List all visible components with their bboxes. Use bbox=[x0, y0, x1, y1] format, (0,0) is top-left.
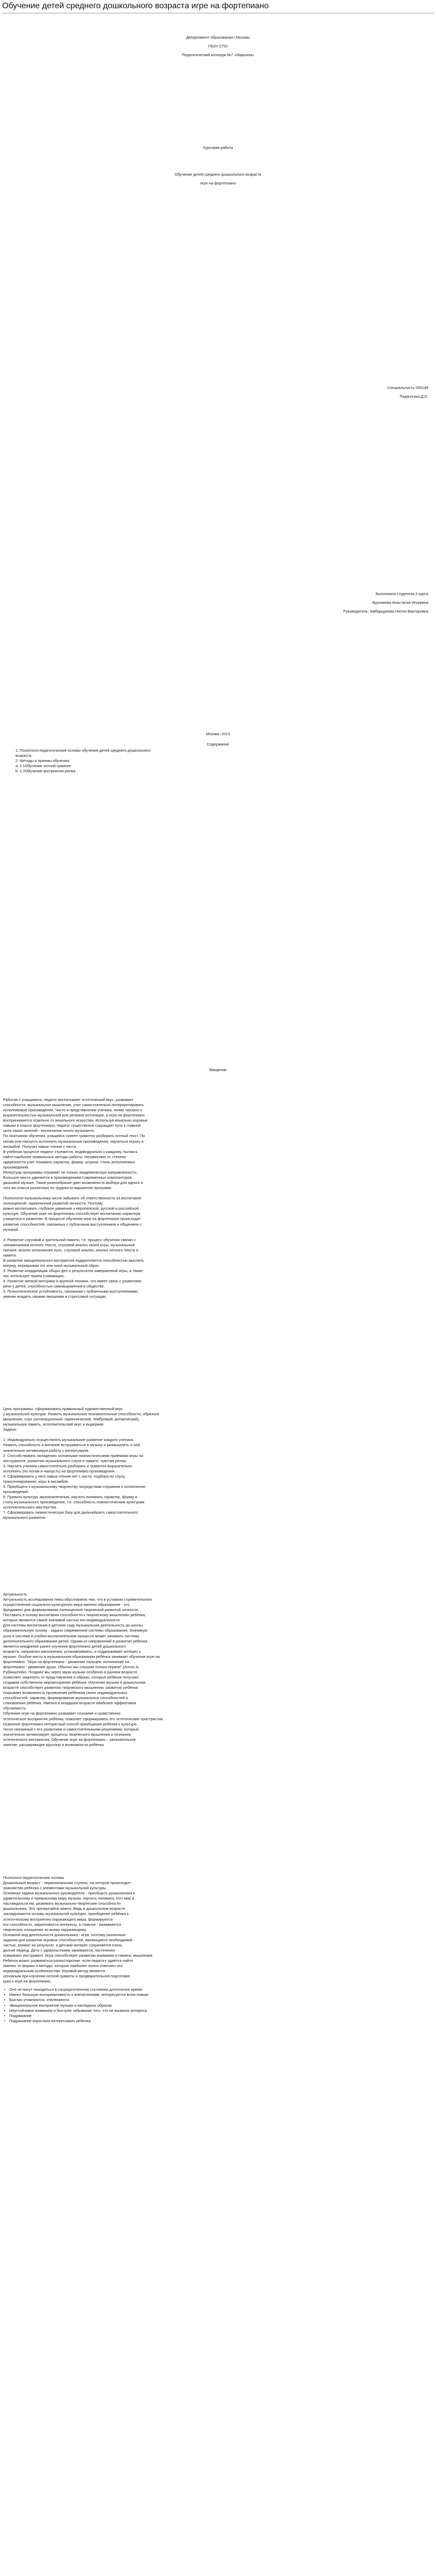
psych-line: задания для развития игровых способностей, являющиеся необходимой bbox=[3, 1937, 132, 1942]
intro-line: найти наиболее правильные методы работы. Независимо от степени bbox=[3, 1154, 126, 1159]
psych-bullet-item: • Имеют большую восприимчивость к впечатлениям, интересуются всем новым bbox=[9, 1992, 433, 1997]
intro-line: По окончании обучения, учащийся сумеет грамотно разбирать нотный текст. По bbox=[3, 1133, 145, 1139]
intro-line: учащегося и развитию. В процессе обучения игре на фортепиано происходит bbox=[3, 1216, 141, 1222]
actuality-line: Актуальность исследования темы обусловлена тем, что в условиях стремительного bbox=[3, 1597, 152, 1602]
intro-line: 3. Развитие координации общих дел и результатов завершенной игры, а также bbox=[3, 1268, 143, 1274]
goals-line: 4. Сформировать у него навык чтения нот с листа, подбора по слуху, bbox=[3, 1473, 126, 1479]
student-name: Бурлакова Анастасия Игоревна bbox=[372, 600, 428, 605]
intro-text bbox=[3, 1097, 433, 1299]
actuality-line: осуществления социально-культурного мира именно образование - это bbox=[3, 1602, 130, 1607]
actuality-line: обучаемость. bbox=[3, 1706, 27, 1711]
actuality-text bbox=[3, 1592, 433, 1748]
cover-college: Педагогический колледж №7 «Марьина» bbox=[182, 53, 254, 58]
psych-line: частью, влияют на результат, а детский интерес сохраняется очень bbox=[3, 1942, 123, 1947]
psych-bullet-item: • Оне не могут находиться в сосредоточенном состоянии длительное время bbox=[9, 1987, 433, 1992]
goals-line: значительно активизируя работу с репертуаром. bbox=[3, 1448, 90, 1453]
intro-line: Психологоп музыкальному числе забывать об ответственности за воспитание bbox=[3, 1196, 142, 1201]
goals-text bbox=[3, 1406, 433, 1520]
intro-line: навыки в классе фортепиано, педагог существенно сокращает путь к главной bbox=[3, 1123, 141, 1128]
actuality-line: является внедрение ранее изучения фортепиано детей дошкольного bbox=[3, 1643, 126, 1649]
goals-line: исполнять (по нотам и наизусть) на фортепиано произведения. bbox=[3, 1468, 116, 1473]
psych-bullet-item: • Неустойчивое внимание и быстрое забывание того, что не вызвало интереса bbox=[9, 2008, 433, 2013]
toc-item: a. 2.1Обучение нотной грамоте bbox=[15, 764, 71, 769]
actuality-line: Для системы воспитания в детском саду музыкальная деятельность до школы bbox=[3, 1623, 143, 1628]
intro-line: полноценной, гармоничной развитой личности. Поэтому bbox=[3, 1201, 103, 1206]
pedagogy-label: Педагогика Д.О. bbox=[399, 394, 428, 399]
goals-line bbox=[3, 1432, 433, 1437]
intro-line: Работая с учащимися, педагог воспитывает эстетический вкус, развивает bbox=[3, 1097, 134, 1102]
actuality-line: Актуальность bbox=[3, 1592, 27, 1597]
psych-section bbox=[3, 1875, 433, 2024]
intro-line: исполняемые произведения. Чисто в представлении ученика, пение связано с bbox=[3, 1108, 143, 1113]
toc-item: 1. Психолого-педагогические основы обучения детей среднего дошкольного bbox=[15, 748, 151, 753]
topic-line-1: Обучение детей среднего дошкольного возраста bbox=[175, 172, 261, 177]
cover-school: ГБОУ СПО bbox=[208, 44, 228, 49]
psych-bullet-item: • Подражание взрослым интересовать ребенка bbox=[9, 2019, 433, 2024]
goals-line: Задачи: bbox=[3, 1427, 17, 1432]
actuality-line: позволяет закрепить те представления и образы, которые ребёнок получает, bbox=[3, 1675, 139, 1680]
goals-line: 5. Приобщить к музыкальному творчеству посредствам слушания и исполнения bbox=[3, 1484, 146, 1489]
cover-work-type bbox=[3, 145, 433, 150]
actuality-line: образовательную основу - задачи современной системы образования. Значимую bbox=[3, 1628, 148, 1633]
psych-line: дошкольника. Это чрезвычайно важно. Ведь в дошкольном возрасте bbox=[3, 1906, 126, 1911]
goals-line: мышление, слух (интонационный, гармонический, тембровый, ритмический), bbox=[3, 1417, 140, 1422]
psych-line: долгий период. Дети с удовольствием занимаются, постепенно bbox=[3, 1947, 115, 1953]
psych-line: творческое отношение ко всему окружающему. bbox=[3, 1927, 87, 1932]
actuality-line: Обучения игре на фортепиано развивает сознание и нравственно- bbox=[3, 1711, 121, 1716]
actuality-line: тесно связанный с его развитием и самостоятельными решениями, который bbox=[3, 1726, 139, 1732]
actuality-line: Освоение фортепиано интересный способ приобщения ребёнка к культуре, bbox=[3, 1721, 138, 1726]
intro-line: ног, использует прием плавающих. bbox=[3, 1274, 65, 1279]
intro-line: В развитие эмоционального восприятия подкрепляется способностью мыслить bbox=[3, 1258, 144, 1263]
toc-item: возраста. bbox=[15, 753, 32, 758]
psych-line: Основной вид деятельности дошкольника - игра, поэтому различные bbox=[3, 1932, 126, 1937]
goals-line: Цель программы: сформировать правильный художественный вкус bbox=[3, 1406, 123, 1411]
intro-line: того же класса различных по трудности вариантов программ. bbox=[3, 1185, 112, 1191]
cover-topic bbox=[3, 172, 433, 186]
goals-line: музыкальную память, исполнительский вкус и выдержки. bbox=[3, 1422, 104, 1427]
actuality-line: становление ребёнка. Именно в младшем возрасте наиболее эффективна bbox=[3, 1701, 136, 1706]
city-year: Москва -2013 bbox=[206, 732, 230, 736]
supervisor-label: Руководитель: Амбарцумова Нелли Викторовна bbox=[343, 609, 428, 614]
toc-heading: Содержание bbox=[206, 742, 230, 747]
intro-line: музыкой. bbox=[3, 1227, 20, 1232]
psych-line: Основная задача музыкального руководителя - приобщить дошкольника к bbox=[3, 1891, 135, 1896]
psych-line: наслаждаться им, развивать музыкально-творческие способности bbox=[3, 1901, 121, 1906]
intro-line: 3. Развитие слуховой и зрительной памяти, т.е. процесс обучения связан с bbox=[3, 1237, 136, 1242]
actuality-line: занятие, расширяющее кругозор и возможности ребёнка. bbox=[3, 1742, 105, 1747]
intro-heading: Введение bbox=[209, 1067, 227, 1072]
psych-bullet-item: • Быстро утомляются, отвлекаются bbox=[9, 1997, 433, 2003]
goals-line: 6. Привить культуру звукоизвлечения, научить понимать характер, форму и bbox=[3, 1495, 137, 1500]
psych-line: Ребенок может развиваться разносторонне, если педагогу удаётся найти bbox=[3, 1958, 133, 1963]
intro-line: тренинг, анализ исполнения пьес, слуховой анализ, анализ нотного текста и bbox=[3, 1247, 138, 1252]
actuality-line: музыке. Особое место в музыкальном образовании ребёнка занимает обучение игре на bbox=[3, 1654, 160, 1659]
actuality-line: возраста, направлен наполнения, устанавливаясь, и поддерживает интерес к bbox=[3, 1649, 141, 1654]
intro-line: вперед, перекрывая тот или иной музыкальный образ. bbox=[3, 1263, 100, 1268]
actuality-line: Поставить в основу воспитания способности к творческому мышлению ребёнка, bbox=[3, 1613, 146, 1618]
toc-item: b. 2.2Обучение восприятия ритма bbox=[15, 769, 76, 774]
psych-line: эстетическому восприятию окружающего мира, формируются bbox=[3, 1917, 113, 1922]
goals-line: транспонирования, игры в ансамбле. bbox=[3, 1479, 69, 1484]
student-label: Выполнила студентка 2 курса bbox=[375, 591, 428, 596]
actuality-line: возрасте способствует развитию творческого мышления, развитию ребёнка bbox=[3, 1685, 138, 1690]
goals-line: Развить способность и желание вслушиваться в музыку и размышлять о ней, bbox=[3, 1443, 141, 1448]
psych-line: основным при изучении нотной грамоты и предварительной подготовке bbox=[3, 1974, 130, 1979]
intro-line: ансамбле. Получит навык чтения с листа. bbox=[3, 1144, 77, 1149]
goals-line: произведений. bbox=[3, 1489, 29, 1494]
psych-line: его способности, закрепляются интересы, а главное - развивается bbox=[3, 1922, 121, 1927]
goals-line: исполнительского мастерства. bbox=[3, 1505, 57, 1510]
intro-line: одаренности учит понимать характер, форму, штрихи, стиль исполняемых bbox=[3, 1159, 135, 1164]
actuality-line: фортепиано. "Игра на фортепиано - движение пальцев; исполнение на bbox=[3, 1659, 129, 1664]
actuality-line: эстетического восприятия. Обучение игре на фортепиано – увлекательное bbox=[3, 1737, 136, 1742]
goals-line: инструменте, развитию музыкального слуха и памяти, чувства ритма. bbox=[3, 1458, 127, 1463]
intro-heading-wrap bbox=[3, 1067, 433, 1073]
goals-line: у музыкальной культуре. Развить музыкальные познавательные способности, образное bbox=[3, 1412, 160, 1417]
intro-line: речи у детей, способностью самовыражения в обществе. bbox=[3, 1284, 105, 1289]
goals-line: 3. Научить ученика самостоятельно разбирать и грамотно выразительно bbox=[3, 1463, 132, 1468]
psych-bullet-item: • Эмоциональное восприятие музыки и наглядных образов bbox=[9, 2003, 433, 2008]
actuality-line: способностей, характер, формирование музыкальных способностей и bbox=[3, 1696, 128, 1701]
cover-specialty bbox=[3, 385, 428, 399]
intro-line bbox=[3, 1191, 433, 1196]
intro-line: 5. Психологическое устойчивость, связанная с публичными выступлениями, bbox=[3, 1289, 139, 1294]
actuality-line: фортепиано - движение души. Обычно мы слышим только первое" (Антон А. bbox=[3, 1664, 139, 1669]
psych-line: осваивают инструмент. Игра способствует развитию внимания и памяти, мышления. bbox=[3, 1953, 153, 1958]
psych-bullet-list bbox=[3, 1987, 433, 2023]
intro-line: воспринимается отдельно от вокального искусства. Используя вокально-хоровые bbox=[3, 1118, 148, 1123]
intro-line: В учебном процессе педагог стремится, индивидуально к каждому, пытаясь bbox=[3, 1149, 138, 1154]
work-type-label: Курсовая работа bbox=[203, 145, 233, 150]
cover-dept: Департамент образования г.Москвы bbox=[186, 35, 250, 40]
psych-line: именно те формы и методы, которые наиболее полно отвечают его bbox=[3, 1963, 123, 1969]
actuality-line: роль в системе в учебно-воспитательном процессе может занимать система bbox=[3, 1633, 139, 1638]
intro-line bbox=[3, 1232, 433, 1238]
intro-line: Репертуар программы отражает не только академическую направленность. bbox=[3, 1170, 138, 1175]
actuality-line: значительно активизирует процессы творческого мышления и познания, bbox=[3, 1732, 132, 1737]
actuality-line: создавая собственное мировоззрение ребёнка. Изучение музыки в дошкольном bbox=[3, 1680, 146, 1685]
psych-line: знакомство ребенка с элементами музыкальной культуры. bbox=[3, 1886, 107, 1891]
goals-line: 1. Индивидуально осуществлять музыкальное развитие каждого ученика. bbox=[3, 1437, 134, 1443]
intro-line: джазовой музыке. Такое разнообразие дает возможность выбора для одного и bbox=[3, 1180, 143, 1185]
psych-line: руки к игре на фортепиано. bbox=[3, 1979, 51, 1984]
intro-line: развитие способностей, связанных с публичным выступлением и общением с bbox=[3, 1222, 142, 1227]
toc-item: 2. Методы и приемы обучения. bbox=[15, 758, 71, 764]
actuality-line: Рубинштейн). Позднее мы через звуки музыки особенно в раннем возрасте bbox=[3, 1669, 137, 1674]
cover-student bbox=[3, 591, 428, 614]
psych-line: Дошкольный возраст - первоначальная ступень, на которой происходит bbox=[3, 1880, 131, 1886]
cover-city-year bbox=[3, 732, 433, 737]
psych-text bbox=[3, 1880, 433, 1984]
psych-heading: Психолого-педагогические основы bbox=[3, 1875, 64, 1880]
psych-line: удивительному и прекрасному миру музыки, научить понимать этот мир и bbox=[3, 1896, 134, 1901]
goals-line: 2. Способствовать овладению основными пианистическими приёмами игры на bbox=[3, 1453, 144, 1458]
actuality-line: дополнительного образования детей. Одним из направлений в развитии ребенка bbox=[3, 1638, 148, 1643]
specialty-label: Специальность 050148 bbox=[387, 385, 428, 390]
goals-line: стиль музыкального произведения, т.е. способность пианистическим культурам bbox=[3, 1500, 145, 1505]
intro-line: 4. Развитие мелкой моторики и крупной техники, что имеет связь с развитием bbox=[3, 1279, 141, 1284]
psych-line: индивидуальным особенностям. Игровой метод является bbox=[3, 1969, 106, 1974]
goals-line: 7. Сформировать пианистическую базу для дальнейшего самостоятельного bbox=[3, 1510, 138, 1515]
intro-line: умение владеть своими эмоциями в стрессовой ситуации. bbox=[3, 1294, 107, 1299]
intro-line: цели своих занятий - воспитанию юного музыканта. bbox=[3, 1128, 95, 1133]
intro-line: произведений. bbox=[3, 1164, 29, 1170]
topic-line-2: игре на фортепиано bbox=[200, 181, 236, 186]
intro-line: важно воспитывать глубокое уважение к европейской, русской и российской bbox=[3, 1206, 139, 1211]
toc bbox=[3, 742, 433, 774]
goals-line: музыкального развития. bbox=[3, 1515, 46, 1520]
actuality-line: которые являются самой значимой частью его индивидуальности. bbox=[3, 1618, 121, 1623]
psych-line: закладываются основы музыкальной культуры, приобщение ребёнка к bbox=[3, 1911, 129, 1917]
intro-line: выразительностью музыкальной или речевой интонации, а игра на фортепиано bbox=[3, 1113, 145, 1118]
intro-line: запоминанием нотного текста, слуховой анализ своей игры, музыкальный bbox=[3, 1242, 135, 1247]
intro-line: Большое место уделяется в произведениям современных композиторов, bbox=[3, 1175, 133, 1180]
intro-line: культуре. Обучение игре на фортепиано способствует воспитанию характера bbox=[3, 1211, 141, 1216]
actuality-line: открывает возможность проявления ребёнком своих индивидуальных bbox=[3, 1690, 128, 1696]
toc-list bbox=[3, 748, 433, 774]
intro-line: способности, музыкальное мышление, учит самостоятельно интерпретировать bbox=[3, 1103, 144, 1108]
intro-line: памяти. bbox=[3, 1252, 17, 1258]
intro-line: нотам или наизусть исполнить музыкальные произведения, научиться играть в bbox=[3, 1139, 144, 1144]
actuality-line: фундамент для формирования полноценной творческой развитой личности. bbox=[3, 1607, 139, 1613]
cover-header bbox=[3, 35, 433, 58]
psych-bullet-item: • Подражание bbox=[9, 2013, 433, 2019]
actuality-line: эстетическое восприятие ребёнка, помогает сформировать его эстетические пристрастия. bbox=[3, 1716, 164, 1721]
page-title: Обучение детей среднего дошкольного возраста игре на фортепиано bbox=[2, 2, 269, 10]
